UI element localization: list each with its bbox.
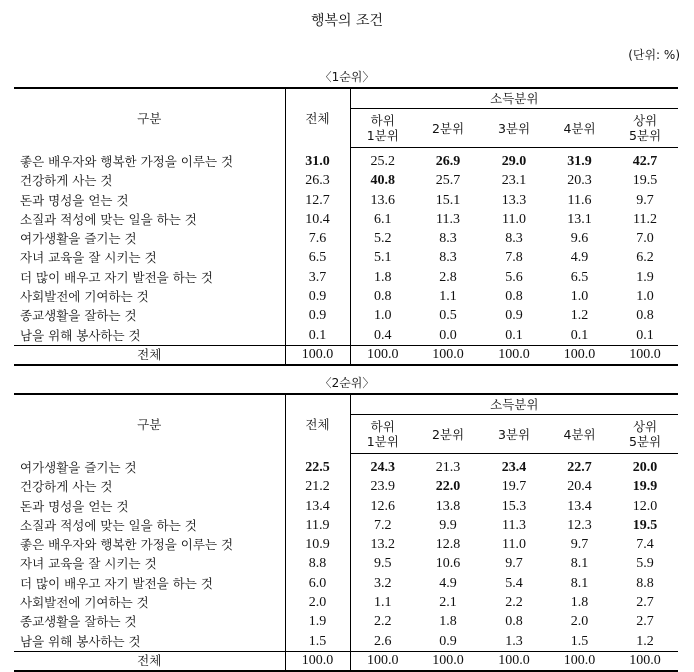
row-label: 더 많이 배우고 자기 발전을 하는 것	[14, 268, 285, 287]
table-cell: 1.1	[374, 595, 392, 611]
table-cell: 19.5	[632, 517, 658, 533]
table-cell: 5.2	[374, 231, 392, 247]
table-cell: 20.0	[632, 460, 658, 475]
table-cell: 13.1	[567, 211, 592, 227]
table-cell: 11.3	[436, 211, 460, 227]
table-cell: 8.3	[439, 250, 457, 266]
table-cell: 21.2	[285, 477, 350, 496]
table-row	[14, 454, 678, 478]
table-cell: 2.1	[439, 595, 457, 611]
table-cell: 26.9	[435, 154, 461, 169]
table-cell: 9.7	[505, 556, 523, 572]
total-cell: 100.0	[547, 345, 612, 365]
table-cell: 0.9	[505, 308, 523, 324]
header-income-group: 소득분위	[350, 394, 678, 415]
table-cell: 1.8	[570, 595, 589, 611]
table-cell: 13.4	[567, 498, 592, 514]
table-cell: 7.2	[374, 517, 392, 533]
page-title: 행복의 조건	[310, 13, 384, 29]
table-cell: 23.1	[501, 173, 527, 189]
table-cell: 0.5	[439, 308, 457, 324]
table-cell: 7.4	[636, 537, 654, 553]
table-row	[14, 516, 678, 535]
total-cell: 100.0	[612, 345, 678, 365]
row-label: 종교생활을 잘하는 것	[14, 306, 285, 325]
table-cell: 25.7	[435, 173, 461, 189]
table-cell: 0.1	[636, 327, 654, 343]
rank-label-2: 〈2순위〉	[319, 376, 375, 390]
row-label: 자녀 교육을 잘 시키는 것	[14, 248, 285, 267]
table-cell: 15.3	[501, 498, 527, 514]
header-q4: 4분위	[547, 415, 612, 454]
table-cell: 0.8	[636, 308, 654, 324]
table-cell: 1.0	[570, 289, 589, 305]
table-cell: 26.3	[285, 171, 350, 190]
table-cell: 2.7	[636, 595, 654, 611]
table-cell: 20.3	[567, 173, 592, 189]
table-cell: 23.4	[501, 460, 527, 475]
table-cell: 9.9	[439, 517, 457, 533]
table-cell: 8.8	[636, 575, 654, 591]
table-cell: 12.7	[285, 191, 350, 210]
table-row	[14, 287, 678, 306]
table-cell: 11.2	[633, 211, 658, 227]
table-cell: 1.2	[570, 308, 589, 324]
header-q2: 2분위	[415, 109, 481, 148]
table-cell: 5.1	[374, 250, 392, 266]
table-cell: 13.4	[285, 497, 350, 516]
table-cell: 19.5	[632, 173, 658, 189]
table-cell: 0.1	[505, 327, 523, 343]
table-cell: 1.5	[570, 633, 589, 649]
table-cell: 6.5	[285, 248, 350, 267]
header-q2: 2분위	[415, 415, 481, 454]
table-cell: 1.2	[636, 633, 654, 649]
table-cell: 0.4	[374, 327, 392, 343]
table-cell: 3.2	[374, 575, 392, 591]
table-row	[14, 210, 678, 229]
table-cell: 9.6	[570, 231, 589, 247]
table-body	[14, 148, 678, 365]
table-cell: 22.0	[435, 479, 461, 495]
table-cell: 9.7	[636, 192, 654, 208]
table-cell: 7.6	[285, 229, 350, 248]
table-cell: 0.9	[285, 306, 350, 325]
table-cell: 1.8	[374, 269, 392, 285]
table-cell: 0.8	[505, 289, 523, 305]
header-q3: 3분위	[481, 109, 547, 148]
table-cell: 10.4	[285, 210, 350, 229]
row-label: 좋은 배우자와 행복한 가정을 이루는 것	[14, 148, 285, 172]
total-row	[14, 651, 678, 671]
total-label: 전체	[14, 651, 285, 671]
row-label: 자녀 교육을 잘 시키는 것	[14, 554, 285, 573]
table-cell: 31.0	[285, 148, 350, 172]
table-cell: 24.3	[370, 460, 395, 475]
table-row	[14, 268, 678, 287]
table-cell: 6.0	[285, 574, 350, 593]
row-label: 남을 위해 봉사하는 것	[14, 632, 285, 652]
table-cell: 1.9	[636, 269, 654, 285]
table-cell: 8.3	[439, 231, 457, 247]
row-label: 사회발전에 기여하는 것	[14, 593, 285, 612]
table-cell: 13.3	[501, 192, 527, 208]
table-cell: 5.4	[505, 575, 523, 591]
header-q1: 하위 1분위	[350, 109, 415, 148]
row-label: 소질과 적성에 맞는 일을 하는 것	[14, 210, 285, 229]
table-cell: 22.5	[285, 454, 350, 478]
table-cell: 0.9	[439, 633, 457, 649]
total-cell: 100.0	[350, 345, 415, 365]
row-label: 더 많이 배우고 자기 발전을 하는 것	[14, 574, 285, 593]
table-cell: 20.4	[567, 479, 592, 495]
table-cell: 0.8	[505, 614, 523, 630]
table-cell: 15.1	[435, 192, 461, 208]
table-cell: 31.9	[567, 154, 592, 169]
table-cell: 9.7	[570, 537, 589, 553]
header-total: 전체	[285, 88, 350, 148]
row-label: 사회발전에 기여하는 것	[14, 287, 285, 306]
table-cell: 8.3	[505, 231, 523, 247]
table-cell: 0.1	[285, 326, 350, 346]
table-rank-2	[14, 393, 678, 672]
table-row	[14, 306, 678, 325]
table-cell: 2.0	[570, 614, 589, 630]
table-row	[14, 229, 678, 248]
table-cell: 12.6	[370, 498, 395, 514]
table-cell: 1.1	[439, 289, 457, 305]
table-cell: 11.0	[502, 537, 526, 553]
row-label: 건강하게 사는 것	[14, 171, 285, 190]
table-cell: 19.9	[632, 479, 658, 495]
header-q3: 3분위	[481, 415, 547, 454]
header-q5: 상위 5분위	[612, 109, 678, 148]
table-row	[14, 497, 678, 516]
table-row	[14, 632, 678, 652]
table-cell: 4.9	[439, 575, 457, 591]
table-cell: 5.9	[636, 556, 654, 572]
row-label: 돈과 명성을 얻는 것	[14, 191, 285, 210]
table-cell: 6.2	[636, 250, 654, 266]
table-cell: 9.5	[374, 556, 392, 572]
total-label: 전체	[14, 345, 285, 365]
table-cell: 2.2	[374, 614, 392, 630]
table-row	[14, 554, 678, 573]
table-cell: 25.2	[370, 154, 395, 169]
table-cell: 12.8	[435, 537, 461, 553]
table-cell: 8.1	[570, 575, 589, 591]
table-row	[14, 593, 678, 612]
table-cell: 7.8	[505, 250, 523, 266]
table-cell: 13.6	[370, 192, 395, 208]
row-label: 소질과 적성에 맞는 일을 하는 것	[14, 516, 285, 535]
total-cell: 100.0	[481, 345, 547, 365]
table-cell: 8.8	[285, 554, 350, 573]
table-cell: 1.8	[439, 614, 457, 630]
table-row	[14, 535, 678, 554]
table-cell: 3.7	[285, 268, 350, 287]
row-label: 좋은 배우자와 행복한 가정을 이루는 것	[14, 535, 285, 554]
total-cell: 100.0	[285, 345, 350, 365]
total-cell: 100.0	[481, 651, 547, 671]
table-cell: 10.6	[435, 556, 461, 572]
table-row	[14, 171, 678, 190]
table-cell: 2.0	[285, 593, 350, 612]
table-cell: 1.3	[505, 633, 523, 649]
table-cell: 0.1	[570, 327, 589, 343]
table-cell: 7.0	[636, 231, 654, 247]
total-cell: 100.0	[612, 651, 678, 671]
table-cell: 12.0	[632, 498, 658, 514]
header-q4: 4분위	[547, 109, 612, 148]
table-cell: 4.9	[570, 250, 589, 266]
table-cell: 19.7	[501, 479, 527, 495]
table-cell: 1.9	[285, 612, 350, 631]
table-cell: 2.8	[439, 269, 457, 285]
table-cell: 0.8	[374, 289, 392, 305]
table-cell: 2.2	[505, 595, 523, 611]
row-label: 돈과 명성을 얻는 것	[14, 497, 285, 516]
unit-label: (단위: %)	[628, 48, 680, 62]
table-cell: 1.0	[636, 289, 654, 305]
total-row	[14, 345, 678, 365]
table-row	[14, 477, 678, 496]
table-cell: 42.7	[632, 154, 658, 169]
table-cell: 1.5	[285, 632, 350, 652]
header-q5: 상위 5분위	[612, 415, 678, 454]
header-q1: 하위 1분위	[350, 415, 415, 454]
table-cell: 2.7	[636, 614, 654, 630]
table-cell: 11.3	[502, 517, 526, 533]
total-cell: 100.0	[285, 651, 350, 671]
table-row	[14, 326, 678, 346]
table-cell: 6.1	[374, 211, 392, 227]
total-cell: 100.0	[415, 651, 481, 671]
table-row	[14, 612, 678, 631]
table-cell: 11.0	[502, 211, 526, 227]
table-cell: 6.5	[570, 269, 589, 285]
rank-label-1: 〈1순위〉	[319, 70, 375, 84]
table-row	[14, 248, 678, 267]
table-cell: 10.9	[285, 535, 350, 554]
row-label: 여가생활을 즐기는 것	[14, 454, 285, 478]
table-cell: 5.6	[505, 269, 523, 285]
header-income-group: 소득분위	[350, 88, 678, 109]
table-cell: 0.9	[285, 287, 350, 306]
header-category: 구분	[14, 88, 285, 148]
table-cell: 22.7	[567, 460, 592, 475]
table-cell: 11.9	[285, 516, 350, 535]
header-category: 구분	[14, 394, 285, 454]
table-cell: 13.2	[370, 537, 395, 553]
table-cell: 1.0	[374, 308, 392, 324]
table-cell: 23.9	[370, 479, 395, 495]
table-row	[14, 148, 678, 172]
table-cell: 21.3	[435, 460, 461, 475]
table-cell: 13.8	[435, 498, 461, 514]
table-cell: 11.6	[567, 192, 592, 208]
table-cell: 2.6	[374, 633, 392, 649]
header-total: 전체	[285, 394, 350, 454]
row-label: 남을 위해 봉사하는 것	[14, 326, 285, 346]
table-cell: 12.3	[567, 517, 592, 533]
total-cell: 100.0	[350, 651, 415, 671]
total-cell: 100.0	[547, 651, 612, 671]
row-label: 건강하게 사는 것	[14, 477, 285, 496]
table-row	[14, 191, 678, 210]
row-label: 여가생활을 즐기는 것	[14, 229, 285, 248]
table-cell: 8.1	[570, 556, 589, 572]
table-cell: 0.0	[439, 327, 457, 343]
row-label: 종교생활을 잘하는 것	[14, 612, 285, 631]
table-cell: 40.8	[370, 173, 395, 189]
total-cell: 100.0	[415, 345, 481, 365]
table-body	[14, 454, 678, 671]
table-row	[14, 574, 678, 593]
table-cell: 29.0	[501, 154, 527, 169]
table-rank-1	[14, 87, 678, 366]
